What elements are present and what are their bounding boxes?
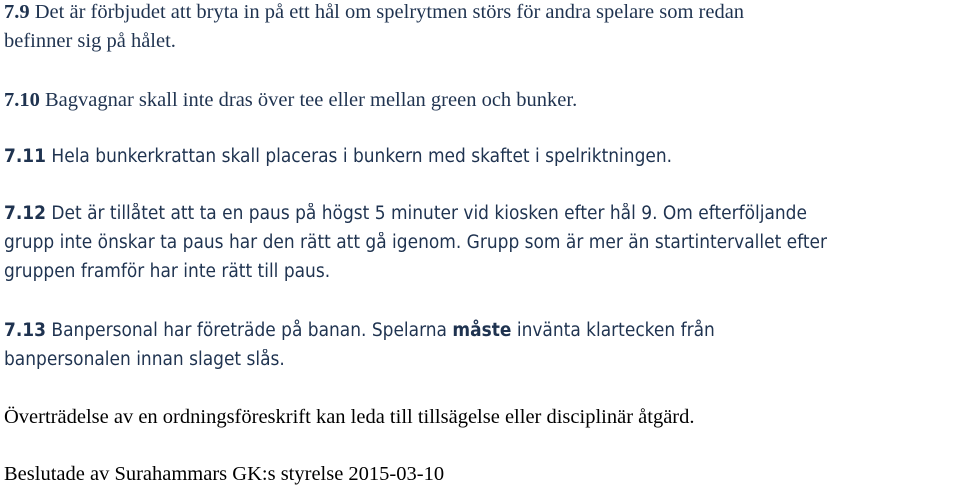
rule-number: 7.9 <box>4 1 30 23</box>
rule-7-9 <box>4 0 956 56</box>
rule-number: 7.11 <box>4 146 47 167</box>
rule-text-continued: befinner sig på hålet. <box>4 30 176 52</box>
rule-7-10 <box>4 86 956 115</box>
rule-text: Det är förbjudet att bryta in på ett hål om spelrytmen störs för andra spelare som redan <box>34 1 745 23</box>
emphasis-must: måste <box>452 320 512 341</box>
rule-text: Banpersonal har företräde på banan. Spelarna <box>51 320 453 341</box>
rule-text-continued: banpersonalen innan slaget slås. <box>4 349 285 370</box>
footer-text: Beslutade av Surahammars GK:s styrelse 2015-03-10 <box>4 463 445 485</box>
rule-text-continued: gruppen framför har inte rätt till paus. <box>4 261 331 282</box>
rule-7-12 <box>4 199 956 286</box>
rule-text: Det är tillåtet att ta en paus på högst 5 minuter vid kiosken efter hål 9. Om efterföljande <box>51 203 807 224</box>
notice-text: Överträdelse av en ordningsföreskrift kan leda till tillsägelse eller disciplinär åtgärd. <box>4 406 695 428</box>
rule-text: invänta klartecken från <box>511 320 715 341</box>
rule-7-13 <box>4 316 956 374</box>
rule-text-continued: grupp inte önskar ta paus har den rätt att gå igenom. Grupp som är mer än startintervallet efter <box>4 232 827 253</box>
rule-text: Hela bunkerkrattan skall placeras i bunkern med skaftet i spelriktningen. <box>51 146 673 167</box>
rule-7-11 <box>4 142 956 171</box>
violation-notice <box>4 403 956 432</box>
rule-text: Bagvagnar skall inte dras över tee eller mellan green och bunker. <box>45 89 578 111</box>
rule-number: 7.13 <box>4 320 47 341</box>
rule-number: 7.12 <box>4 203 47 224</box>
decision-footer <box>4 460 956 489</box>
rule-number: 7.10 <box>4 89 40 111</box>
